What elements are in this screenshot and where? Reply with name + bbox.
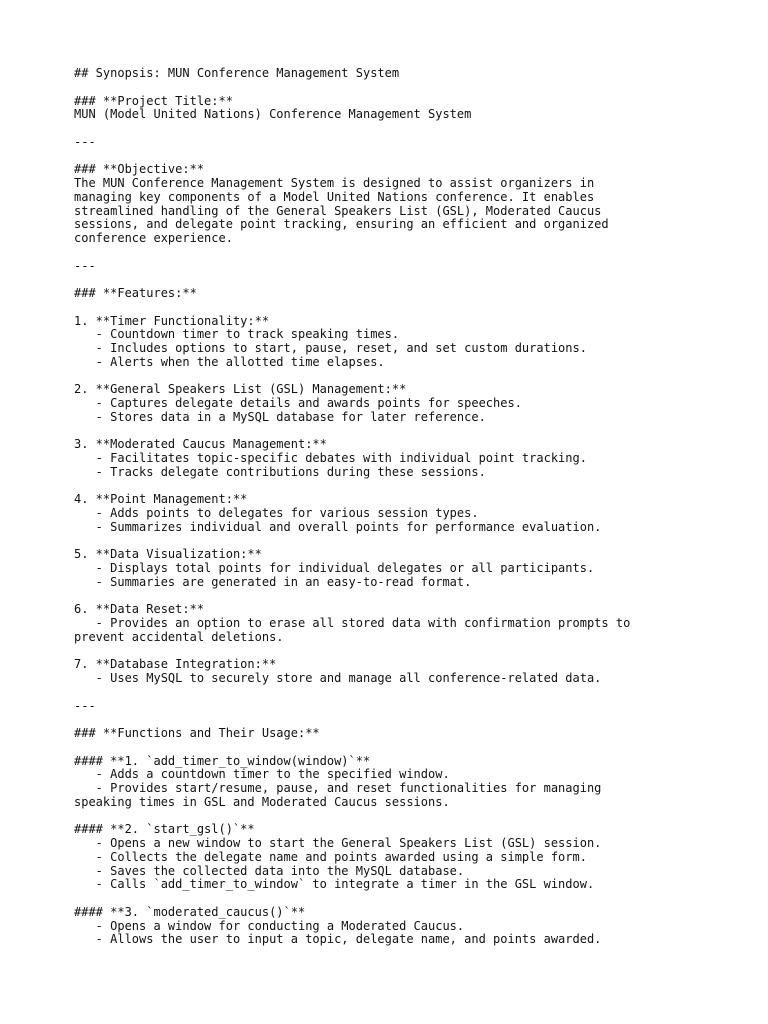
horizontal-rule-line: --- xyxy=(74,134,96,149)
section-heading: ### **Functions and Their Usage:** xyxy=(74,726,320,740)
blank-line xyxy=(74,741,754,755)
horizontal-rule-line: --- xyxy=(74,698,96,713)
blank-line xyxy=(74,892,754,906)
blank-line xyxy=(74,301,754,315)
section-heading: ### **Project Title:** xyxy=(74,93,233,108)
bullet-item: - Calls `add_timer_to_window` to integrate a timer in the GSL window. xyxy=(74,877,595,892)
bullet-item: - Displays total points for individual delegates or all participants. xyxy=(74,561,595,575)
text-line: prevent accidental deletions. xyxy=(74,629,284,644)
text-line: conference experience. xyxy=(74,231,233,245)
blank-line xyxy=(74,425,754,439)
blank-line xyxy=(74,810,754,824)
blank-line xyxy=(74,273,754,287)
blank-line xyxy=(74,480,754,494)
bullet-item: - Stores data in a MySQL database for later reference. xyxy=(74,409,486,424)
bullet-item: - Allows the user to input a topic, delegate name, and points awarded. xyxy=(74,932,602,947)
bullet-item: - Countdown timer to track speaking times. xyxy=(74,327,400,342)
bullet-item: - Summaries are generated in an easy-to-read format. xyxy=(74,574,472,589)
blank-line xyxy=(74,590,754,604)
feature-heading: 3. **Moderated Caucus Management:** xyxy=(74,437,327,452)
text-line: managing key components of a Model United Nations conference. It enables xyxy=(74,189,595,204)
bullet-item: - Captures delegate details and awards points for speeches. xyxy=(74,396,522,410)
bullet-item: - Provides an option to erase all stored data with confirmation prompts to xyxy=(74,616,631,630)
bullet-item: - Collects the delegate name and points awarded using a simple form. xyxy=(74,849,587,864)
bullet-item: - Opens a window for conducting a Moderated Caucus. xyxy=(74,918,465,933)
function-heading: #### **1. `add_timer_to_window(window)`** xyxy=(74,753,371,768)
text-line: MUN (Model United Nations) Conference Management System xyxy=(74,107,472,122)
feature-heading: 5. **Data Visualization:** xyxy=(74,547,262,562)
bullet-item: - Uses MySQL to securely store and manage all conference-related data. xyxy=(74,671,602,685)
bullet-item: - Adds points to delegates for various session types. xyxy=(74,506,479,520)
text-line: The MUN Conference Management System is designed to assist organizers in xyxy=(74,176,595,190)
blank-line xyxy=(74,246,754,260)
bullet-item: - Tracks delegate contributions during these sessions. xyxy=(74,464,486,479)
blank-line xyxy=(74,81,754,95)
bullet-item: - Provides start/resume, pause, and reset functionalities for managing xyxy=(74,781,602,795)
document-page xyxy=(74,67,754,947)
feature-heading: 1. **Timer Functionality:** xyxy=(74,313,270,328)
bullet-item: - Facilitates topic-specific debates with individual point tracking. xyxy=(74,451,587,465)
bullet-item: - Saves the collected data into the MySQL database. xyxy=(74,863,465,878)
bullet-item: - Includes options to start, pause, reset, and set custom durations. xyxy=(74,341,587,355)
blank-line xyxy=(74,150,754,164)
feature-heading: 2. **General Speakers List (GSL) Management:** xyxy=(74,382,407,397)
blank-line xyxy=(74,370,754,384)
bullet-item: - Alerts when the allotted time elapses. xyxy=(74,354,385,369)
function-heading: #### **3. `moderated_caucus()`** xyxy=(74,904,306,919)
feature-heading: 7. **Database Integration:** xyxy=(74,657,277,672)
bullet-item: - Opens a new window to start the General Speakers List (GSL) session. xyxy=(74,836,602,850)
blank-line xyxy=(74,645,754,659)
bullet-item: - Adds a countdown timer to the specified window. xyxy=(74,767,450,782)
blank-line xyxy=(74,535,754,549)
bullet-item: - Summarizes individual and overall points for performance evaluation. xyxy=(74,519,602,534)
feature-heading: 4. **Point Management:** xyxy=(74,492,248,507)
text-line: speaking times in GSL and Moderated Caucus sessions. xyxy=(74,794,450,809)
document-title: ## Synopsis: MUN Conference Management System xyxy=(74,66,400,80)
feature-heading: 6. **Data Reset:** xyxy=(74,602,205,617)
section-heading: ### **Features:** xyxy=(74,286,197,300)
horizontal-rule-line: --- xyxy=(74,258,96,273)
text-line: streamlined handling of the General Speakers List (GSL), Moderated Caucus xyxy=(74,203,602,218)
function-heading: #### **2. `start_gsl()`** xyxy=(74,822,255,837)
section-heading: ### **Objective:** xyxy=(74,162,205,177)
blank-line xyxy=(74,686,754,700)
blank-line xyxy=(74,122,754,136)
text-line: sessions, and delegate point tracking, ensuring an efficient and organized xyxy=(74,217,609,232)
blank-line xyxy=(74,713,754,727)
